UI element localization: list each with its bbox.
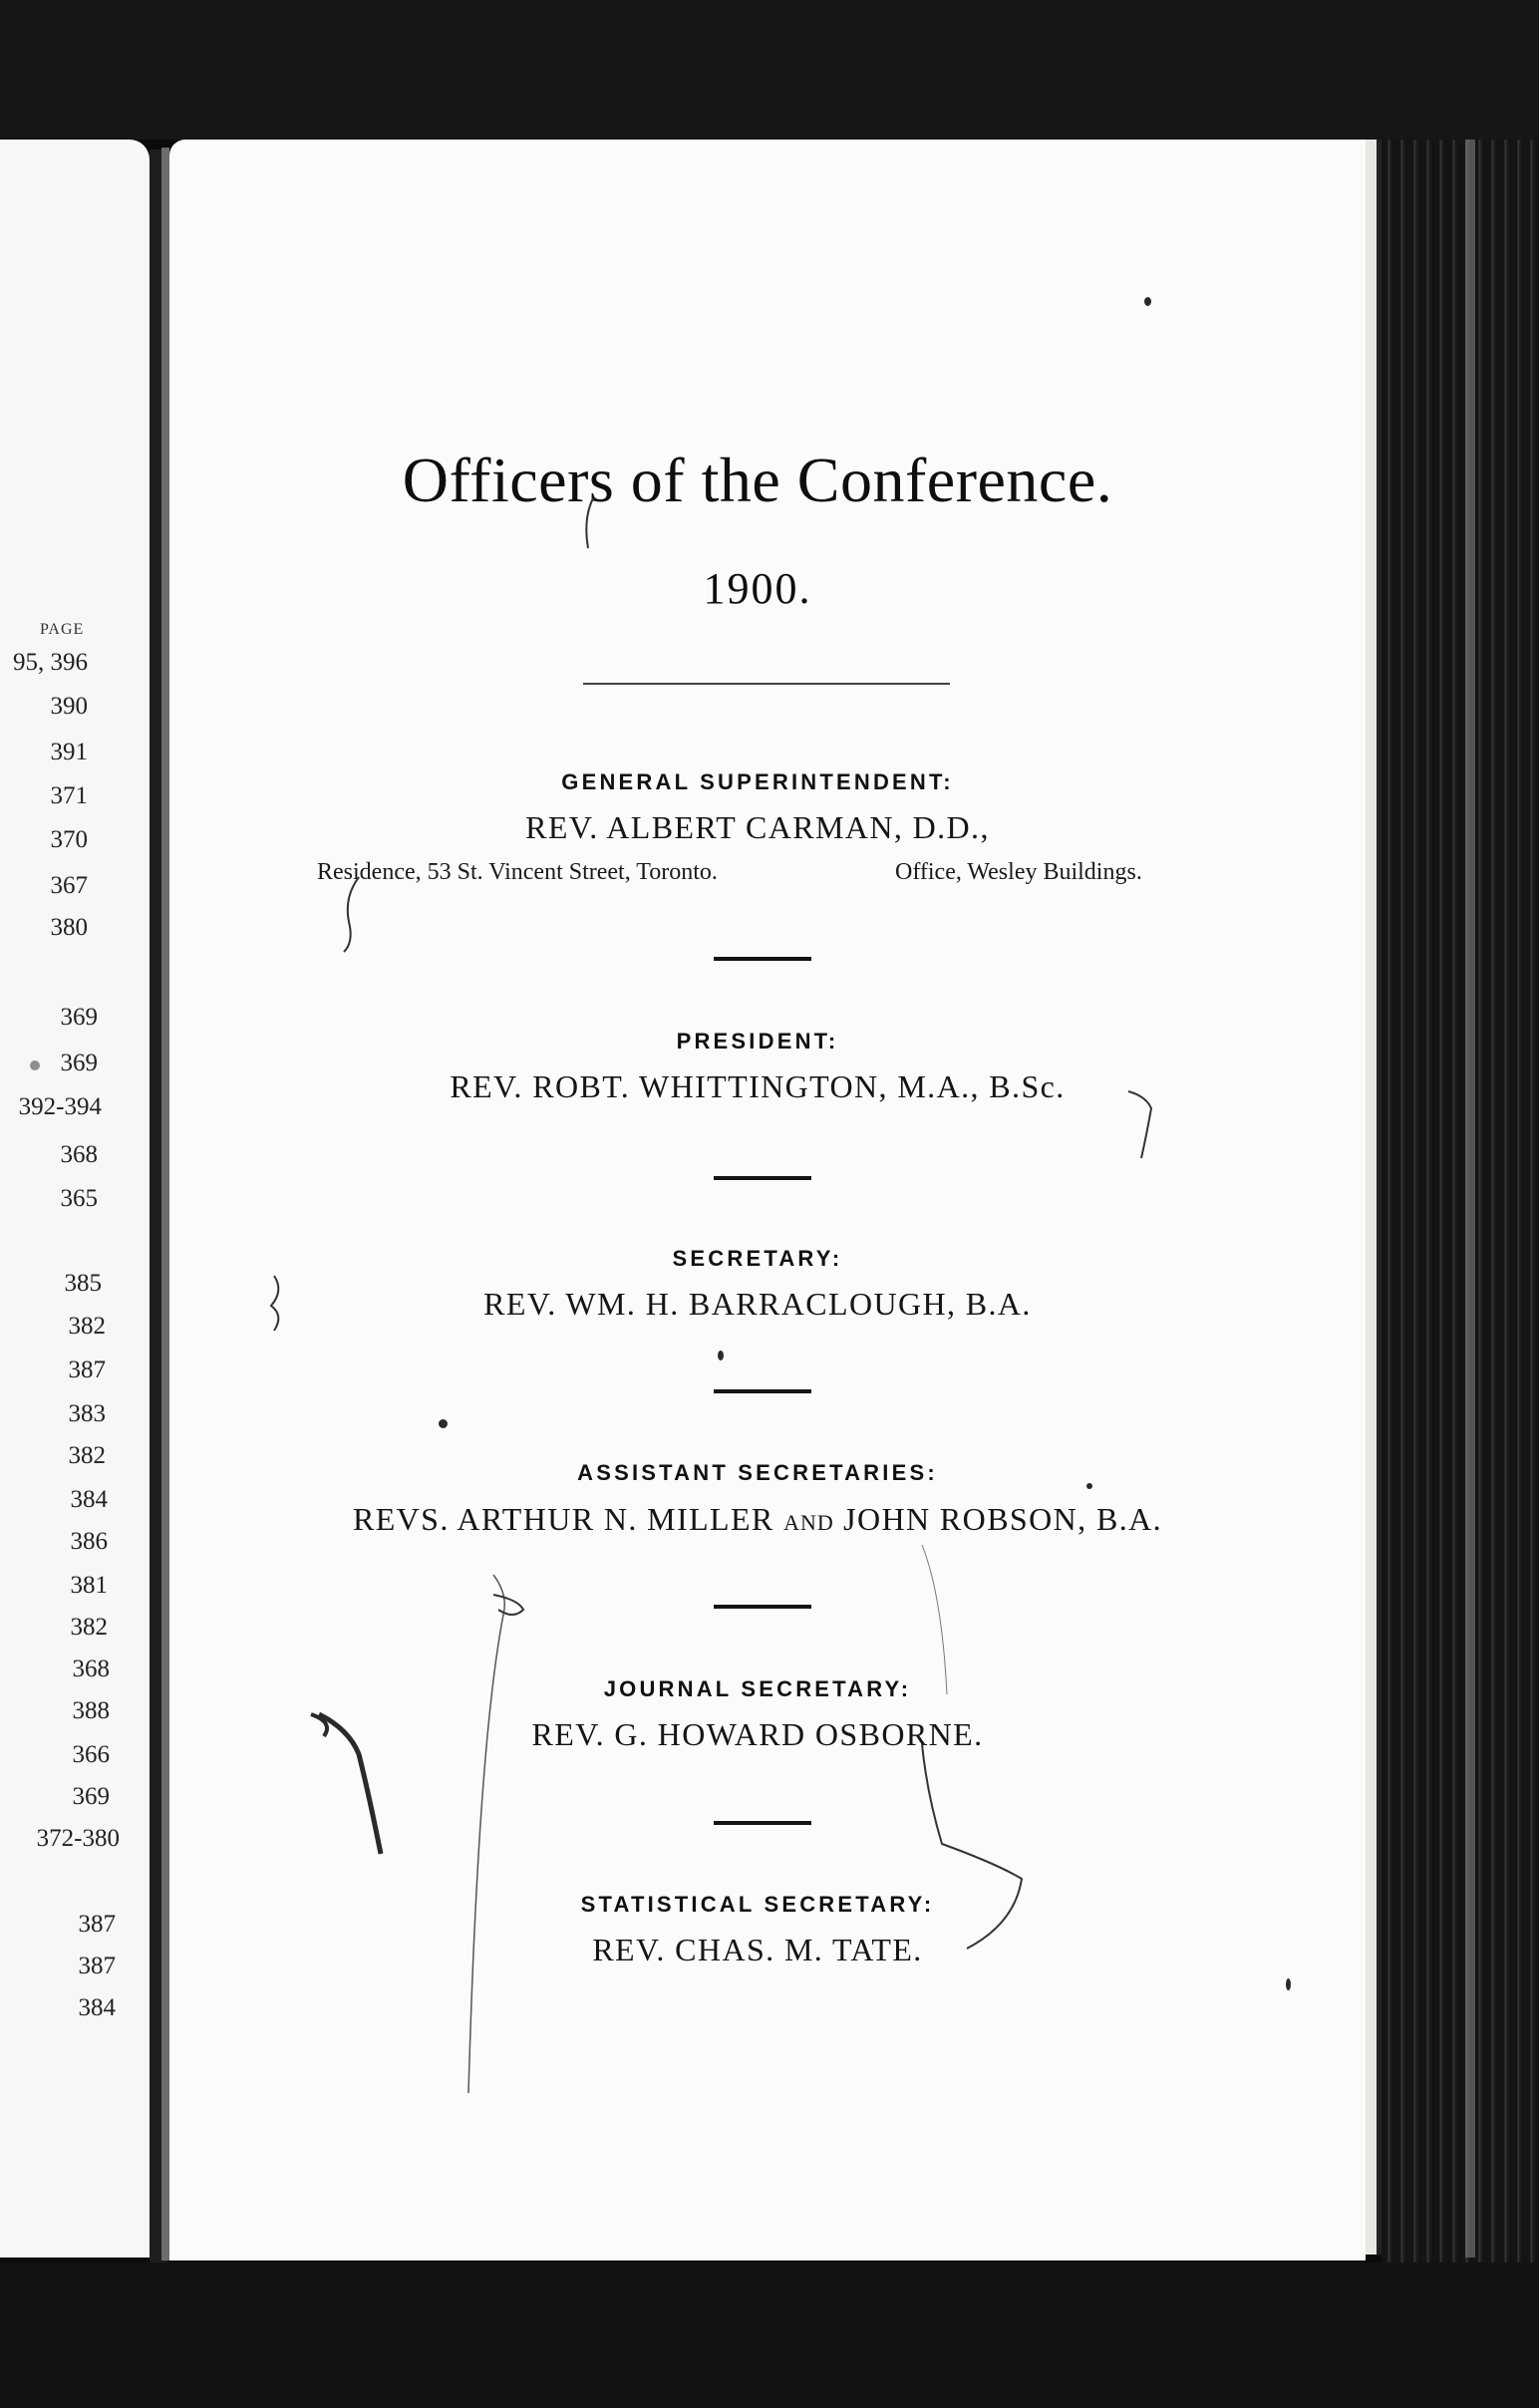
president-label: PRESIDENT: xyxy=(676,1029,839,1054)
title-rule xyxy=(583,683,950,685)
president-name: REV. ROBT. WHITTINGTON, M.A., B.Sc. xyxy=(450,1068,1066,1104)
index-page-number: 371 xyxy=(50,782,88,809)
index-page-number: 383 xyxy=(68,1400,106,1427)
index-heading: PAGE xyxy=(40,621,85,638)
statistical-secretary-name: REV. CHAS. M. TATE. xyxy=(592,1932,923,1967)
index-page-number: 385 xyxy=(64,1270,102,1297)
index-page-number: 372-380 xyxy=(36,1825,120,1852)
general-superintendent-label: GENERAL SUPERINTENDENT: xyxy=(561,769,954,794)
conjunction-and: AND xyxy=(783,1510,834,1535)
assistant-secretary-name-2: JOHN ROBSON, B.A. xyxy=(843,1501,1163,1537)
index-page-number: 391 xyxy=(50,739,88,765)
index-page-number: 382 xyxy=(70,1614,108,1641)
speck xyxy=(718,1351,724,1360)
speck xyxy=(1144,297,1151,306)
index-page-number: 380 xyxy=(50,914,88,941)
assistant-secretary-name-1: REVS. ARTHUR N. MILLER xyxy=(352,1501,774,1537)
statistical-secretary-label: STATISTICAL SECRETARY: xyxy=(580,1892,935,1917)
index-page-number: 369 xyxy=(60,1050,98,1076)
page-stack-highlight xyxy=(1465,140,1475,2258)
speck xyxy=(1286,1978,1291,1990)
journal-secretary-label: JOURNAL SECRETARY: xyxy=(603,1676,912,1701)
index-page-number: 388 xyxy=(72,1697,110,1724)
section-rule xyxy=(714,1605,811,1609)
index-page-number: 382 xyxy=(68,1442,106,1469)
scan-bottom-border xyxy=(0,2262,1539,2408)
index-page-number: 369 xyxy=(60,1004,98,1031)
speck xyxy=(439,1419,448,1428)
index-page-number: 367 xyxy=(50,872,88,899)
speck xyxy=(30,1060,40,1070)
office-address: Office, Wesley Buildings. xyxy=(895,859,1142,885)
index-page-number: 368 xyxy=(72,1656,110,1682)
assistant-secretaries-label: ASSISTANT SECRETARIES: xyxy=(577,1460,938,1485)
general-superintendent-name: REV. ALBERT CARMAN, D.D., xyxy=(525,809,990,845)
speck xyxy=(1086,1483,1092,1489)
section-rule xyxy=(714,1176,811,1180)
index-page-number: 386 xyxy=(70,1528,108,1555)
index-page-number: 384 xyxy=(78,1994,116,2021)
index-page-number: 365 xyxy=(60,1185,98,1212)
index-page-number: 381 xyxy=(70,1572,108,1599)
secretary-label: SECRETARY: xyxy=(672,1246,843,1271)
index-page-number: 384 xyxy=(70,1486,108,1513)
index-page-number: 369 xyxy=(72,1783,110,1810)
index-page-number: 382 xyxy=(68,1313,106,1340)
section-rule xyxy=(714,957,811,961)
index-page-number: 390 xyxy=(50,693,88,720)
index-page-number: 95, 396 xyxy=(13,649,88,676)
page-title: Officers of the Conference. xyxy=(402,445,1113,515)
section-rule xyxy=(714,1389,811,1393)
scan-top-border xyxy=(0,0,1539,140)
index-page-number: 370 xyxy=(50,826,88,853)
index-page-number: 387 xyxy=(68,1356,106,1383)
journal-secretary-name: REV. G. HOWARD OSBORNE. xyxy=(531,1716,984,1752)
section-rule xyxy=(714,1821,811,1825)
page-stack-edges xyxy=(1382,140,1539,2262)
residence-address: Residence, 53 St. Vincent Street, Toronto. xyxy=(317,859,718,885)
index-page-number: 387 xyxy=(78,1911,116,1938)
secretary-name: REV. WM. H. BARRACLOUGH, B.A. xyxy=(483,1286,1032,1322)
index-page-number: 387 xyxy=(78,1953,116,1979)
index-page-number: 392-394 xyxy=(18,1093,102,1120)
index-page-number: 366 xyxy=(72,1741,110,1768)
assistant-secretaries-names xyxy=(249,1501,1266,1538)
gutter-highlight xyxy=(161,148,169,2260)
index-page-number: 368 xyxy=(60,1141,98,1168)
page-year: 1900. xyxy=(703,564,812,613)
